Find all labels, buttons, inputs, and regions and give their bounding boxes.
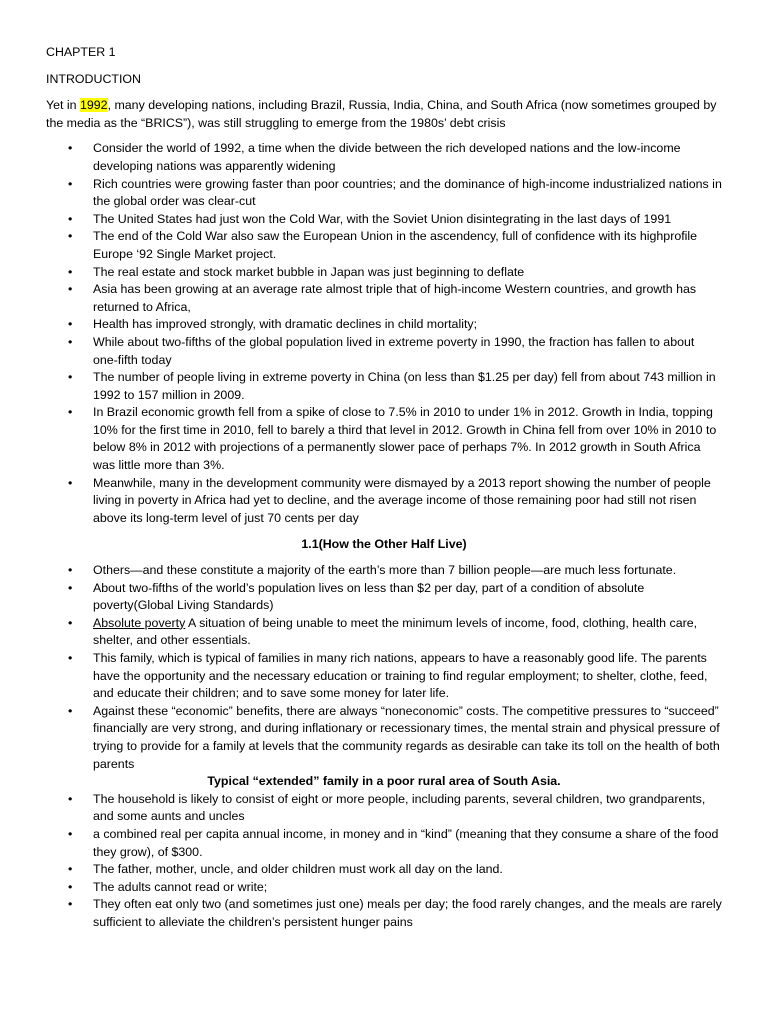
intro-paragraph	[46, 97, 722, 132]
list-item	[46, 404, 722, 474]
bullet-icon: •	[68, 580, 73, 595]
bullet-icon: •	[68, 317, 73, 332]
list-item	[46, 791, 722, 826]
list-item	[46, 615, 722, 650]
list-item-text: Asia has been growing at an average rate almost triple that of high-income Western countries, and growth has returned to Africa,	[93, 282, 697, 314]
list-item-text: The number of people living in extreme poverty in China (on less than $1.25 per day) fell from about 743 million in 1992 to 157 million in 2009.	[93, 370, 716, 402]
list-item	[46, 334, 722, 369]
bullet-icon: •	[68, 897, 73, 912]
list-item-text: Others—and these constitute a majority of the earth’s more than 7 billion people—are much less fortunate.	[93, 563, 677, 578]
bullet-icon: •	[68, 563, 73, 578]
list-item-text: The United States had just won the Cold War, with the Soviet Union disintegrating in the last days of 1991	[93, 211, 672, 226]
list-item	[46, 879, 722, 897]
list-item	[46, 176, 722, 211]
list-item-text: Against these “economic” benefits, there are always “noneconomic” costs. The competitive pressures to “succeed” financially are very strong, and during inflationary or recessionary times, the mental strain and physical pressure of trying to provide for a family at levels that the community regards as desirable can take its toll on the health of both parents	[93, 703, 720, 771]
bullet-icon: •	[68, 211, 73, 226]
list-item-text: The father, mother, uncle, and older children must work all day on the land.	[93, 862, 503, 877]
bullet-icon: •	[68, 791, 73, 806]
bullet-icon: •	[68, 334, 73, 349]
list-item	[46, 896, 722, 931]
list-item-text: This family, which is typical of families in many rich nations, appears to have a reasonably good life. The parents have the opportunity and the necessary education or training to find regular employment; to shelter, clothe, feed, and educate their children; and to save some money for later life.	[93, 651, 708, 701]
bullet-icon: •	[68, 651, 73, 665]
bullet-icon: •	[68, 176, 73, 191]
bullet-icon: •	[68, 475, 73, 490]
bullet-icon: •	[68, 703, 73, 718]
bullet-icon: •	[68, 141, 73, 156]
list-item-text: A situation of being unable to meet the minimum levels of income, food, clothing, health care, shelter, and other essentials.	[93, 615, 698, 648]
bullet-icon: •	[68, 615, 73, 630]
list-item	[46, 228, 722, 263]
bullet-list-extended-family	[46, 791, 722, 932]
list-item-text: In Brazil economic growth fell from a spike of close to 7.5% in 2010 to under 1% in 2012. Growth in India, topping 10% for the first time in 2010, fell to barely a third that level in 2012. Growth in China fell from over 10% in 2010 to below 8% in 2012 with projections of a permanently slower pace of perhaps 7%. In 2012 growth in South Africa was little more than 3%.	[93, 405, 717, 473]
section-heading: 1.1(How the Other Half Live)	[301, 537, 467, 552]
bullet-icon: •	[68, 229, 73, 244]
list-item-text: While about two-fifths of the global population lived in extreme poverty in 1990, the fraction has fallen to about one-fifth today	[93, 334, 695, 367]
intro-text-end: , many developing nations, including Brazil, Russia, India, China, and South Africa (now sometimes grouped by the media as the “BRICS”), was still struggling to emerge from the 1980s’ debt crisis	[46, 98, 717, 130]
intro-text-start: Yet in	[46, 98, 80, 113]
list-item	[46, 703, 722, 773]
list-item-text: The household is likely to consist of eight or more people, including parents, several children, two grandparents, and some aunts and uncles	[93, 791, 706, 824]
bullet-icon: •	[68, 264, 73, 279]
list-item	[46, 861, 722, 879]
list-item-text: Rich countries were growing faster than poor countries; and the dominance of high-income industrialized nations in the global order was clear-cut	[93, 176, 722, 209]
chapter-label: CHAPTER 1	[46, 45, 116, 59]
list-item-text: They often eat only two (and sometimes just one) meals per day; the food rarely changes, and the meals are rarely sufficient to alleviate the children’s persistent hunger pains	[93, 897, 722, 929]
list-item-text: The adults cannot read or write;	[93, 879, 268, 894]
list-item	[46, 316, 722, 334]
introduction-heading: INTRODUCTION	[46, 71, 141, 86]
list-item	[46, 140, 722, 175]
bullet-icon: •	[68, 282, 73, 297]
list-item	[46, 281, 722, 316]
list-item	[46, 369, 722, 404]
list-item	[46, 826, 722, 861]
list-item-text: Consider the world of 1992, a time when the divide between the rich developed nations and the low-income developing nations was apparently widening	[93, 141, 681, 173]
list-item	[46, 650, 722, 703]
list-item-text: The real estate and stock market bubble in Japan was just beginning to deflate	[93, 264, 525, 279]
list-item	[46, 264, 722, 282]
list-item-text: a combined real per capita annual income, in money and in “kind” (meaning that they consume a share of the food they grow), of $300.	[93, 826, 719, 859]
list-item-text: Meanwhile, many in the development community were dismayed by a 2013 report showing the number of people living in poverty in Africa had yet to decline, and the average income of those remaining poor had still not risen above its long-term level of just 70 cents per day	[93, 475, 711, 525]
bullet-icon: •	[68, 405, 73, 420]
list-item	[46, 211, 722, 229]
list-item	[46, 475, 722, 528]
list-item-text: About two-fifths of the world’s population lives on less than $2 per day, part of a condition of absolute poverty(Global Living Standards)	[93, 580, 645, 613]
subheading-extended-family: Typical “extended” family in a poor rural area of South Asia.	[207, 774, 561, 789]
term-absolute-poverty: Absolute poverty	[93, 615, 186, 630]
bullet-icon: •	[68, 370, 73, 385]
bullet-icon: •	[68, 879, 73, 894]
bullet-list-other-half	[46, 562, 722, 773]
list-item	[46, 562, 722, 580]
highlighted-year: 1992	[80, 98, 108, 113]
list-item	[46, 580, 722, 615]
bullet-icon: •	[68, 862, 73, 877]
list-item-text: The end of the Cold War also saw the European Union in the ascendency, full of confidence with its highprofile Europe ‘92 Single Market project.	[93, 229, 698, 261]
bullet-icon: •	[68, 826, 73, 841]
list-item-text: Health has improved strongly, with dramatic declines in child mortality;	[93, 317, 478, 332]
bullet-list-1992	[46, 140, 722, 527]
